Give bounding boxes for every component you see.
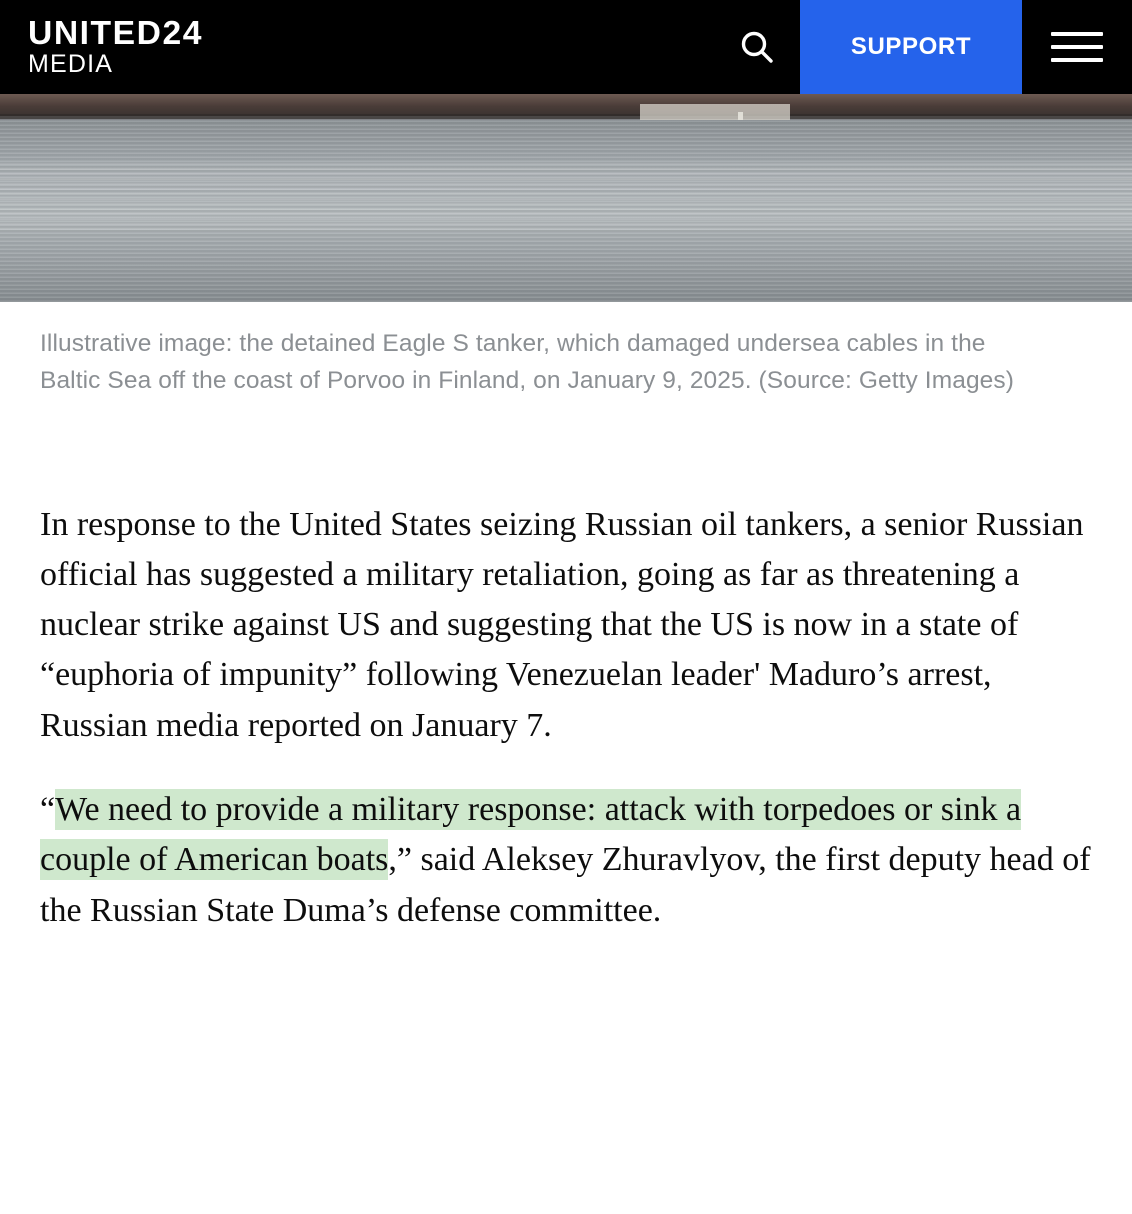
- menu-line-middle: [1051, 45, 1103, 49]
- menu-line-bottom: [1051, 58, 1103, 62]
- menu-line-top: [1051, 32, 1103, 36]
- article-paragraph-2: [40, 785, 1092, 936]
- support-button[interactable]: SUPPORT: [800, 0, 1022, 94]
- hamburger-menu-icon[interactable]: [1022, 0, 1132, 94]
- hero-water: [0, 120, 1132, 302]
- header-actions: [714, 0, 1132, 94]
- site-header: [0, 0, 1132, 94]
- hero-ship-superstructure: [640, 104, 790, 120]
- quote-attribution: ,” said Aleksey Zhuravlyov, the first deputy head of the Russian State Duma’s defense committee.: [40, 841, 1091, 929]
- search-button[interactable]: [714, 0, 800, 94]
- search-icon: [738, 28, 776, 66]
- hero-ship-hull: [0, 94, 1132, 116]
- hero-water-shimmer: [0, 160, 1132, 230]
- article-paragraph-1: In response to the United States seizing Russian oil tankers, a senior Russian official has suggested a military retaliation, going as far as threatening a nuclear strike against US and suggesting that the US is now in a state of “euphoria of impunity” following Venezuelan leader' Maduro’s arrest, Russian media reported on January 7.: [40, 505, 1084, 744]
- article-hero-image: [0, 94, 1132, 302]
- image-caption: Illustrative image: the detained Eagle S tanker, which damaged undersea cables in the Baltic Sea off the coast of Porvoo in Finland, on January 9, 2025. (Source: Getty Images): [40, 330, 1015, 394]
- site-logo[interactable]: [0, 0, 203, 94]
- logo-text-primary: UNITED24: [28, 13, 203, 51]
- article-body: [0, 400, 1132, 957]
- highlighted-quote: We need to provide a military response: attack with torpedoes or sink a couple of American boats: [40, 791, 1022, 879]
- logo-text-secondary: MEDIA: [28, 49, 114, 78]
- hero-ship-waterline: [0, 114, 1132, 119]
- quote-open-mark: “: [40, 791, 56, 829]
